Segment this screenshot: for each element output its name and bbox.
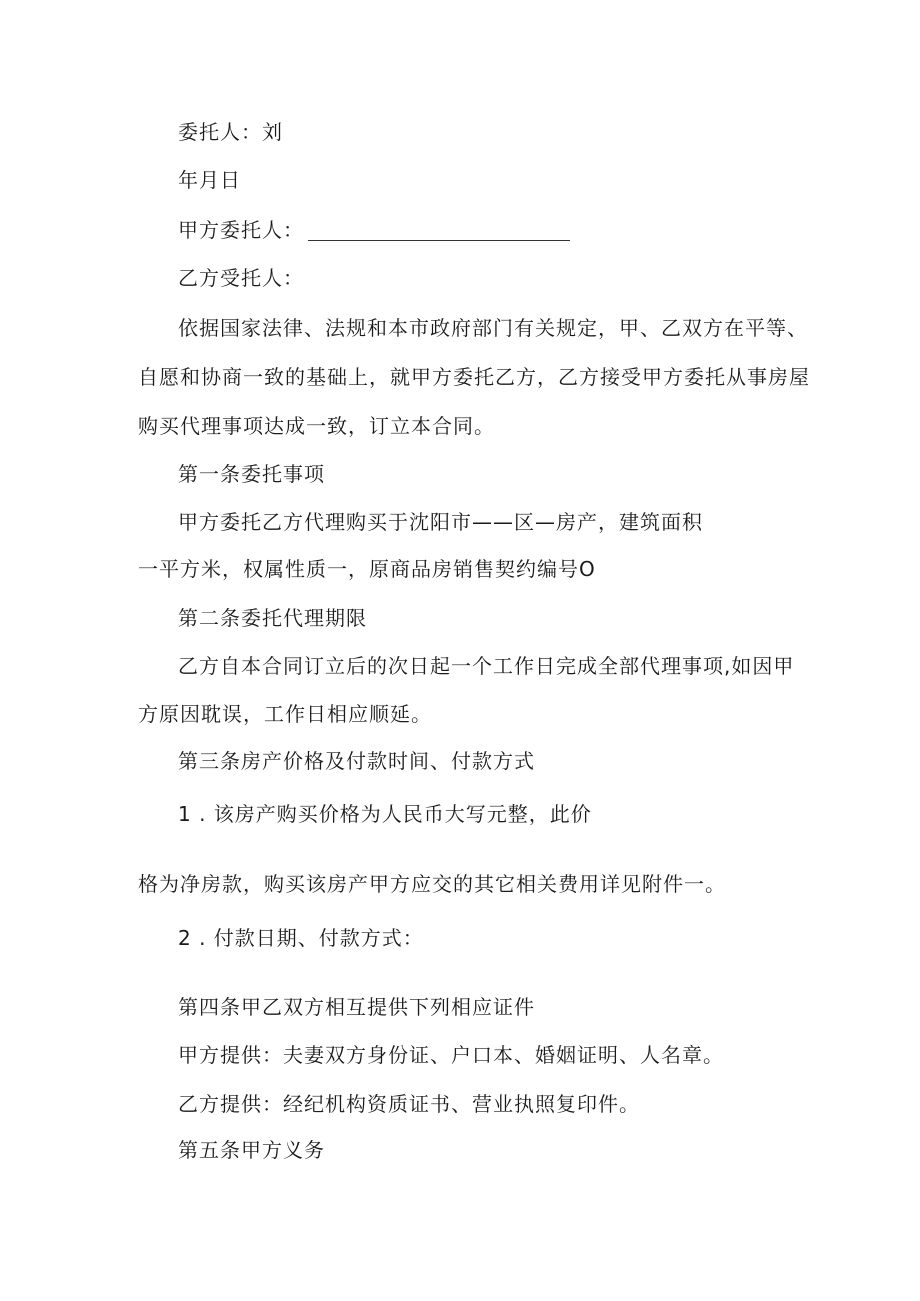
article-3-item-1: 1 . 该房产购买价格为人民币大写元整，此价 [178,802,592,826]
article-5-heading: 第五条甲方义务 [178,1138,325,1162]
principal-line: 委托人：刘 [178,120,283,144]
article-2-line-2: 方原因耽误，工作日相应顺延。 [138,702,432,726]
article-1-line-2: 一平方米，权属性质一，原商品房销售契约编号O [138,557,596,581]
party-a-label: 甲方委托人： [178,218,304,242]
party-b-line: 乙方受托人： [178,266,304,290]
article-3-heading: 第三条房产价格及付款时间、付款方式 [178,749,535,773]
article-1-line-1: 甲方委托乙方代理购买于沈阳市——区—房产，建筑面积 [178,510,703,534]
article-2-line-1: 乙方自本合同订立后的次日起一个工作日完成全部代理事项,如因甲 [178,654,795,678]
article-4-party-b: 乙方提供：经纪机构资质证书、营业执照复印件。 [178,1092,640,1116]
date-line: 年月日 [178,168,241,192]
article-4-heading: 第四条甲乙双方相互提供下列相应证件 [178,995,535,1019]
preamble-line-3: 购买代理事项达成一致，订立本合同。 [138,414,495,438]
preamble-line-2: 自愿和协商一致的基础上，就甲方委托乙方，乙方接受甲方委托从事房屋 [138,365,810,389]
preamble-line-1: 依据国家法律、法规和本市政府部门有关规定，甲、乙双方在平等、 [178,316,808,340]
article-1-heading: 第一条委托事项 [178,462,325,486]
article-4-party-a: 甲方提供：夫妻双方身份证、户口本、婚姻证明、人名章。 [178,1043,724,1067]
signature-blank [308,239,570,241]
party-a-line [178,216,570,244]
article-3-item-2: 2 . 付款日期、付款方式： [178,926,424,950]
article-2-heading: 第二条委托代理期限 [178,606,367,630]
article-3-item-1-cont: 格为净房款，购买该房产甲方应交的其它相关费用详见附件一。 [138,872,726,896]
